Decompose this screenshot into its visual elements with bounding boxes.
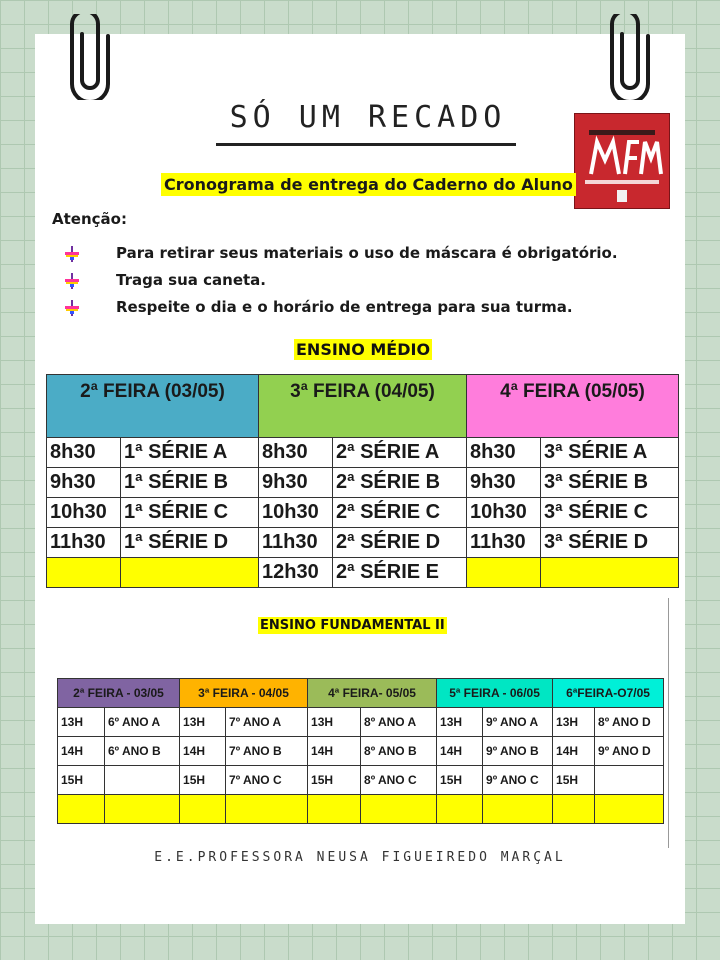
day-header: 4ª FEIRA (05/05) xyxy=(467,375,679,438)
class-cell: 1ª SÉRIE C xyxy=(121,498,259,528)
time-cell: 10h30 xyxy=(259,498,333,528)
class-cell: 8º ANO C xyxy=(361,766,437,795)
time-cell xyxy=(180,795,226,824)
day-header: 6ªFEIRA-O7/05 xyxy=(553,679,664,708)
time-cell: 11h30 xyxy=(47,528,121,558)
table-row xyxy=(47,498,679,528)
time-cell xyxy=(47,558,121,588)
class-cell: 3ª SÉRIE B xyxy=(541,468,679,498)
class-cell: 3ª SÉRIE D xyxy=(541,528,679,558)
pin-bullet-icon xyxy=(64,273,80,289)
class-cell: 6º ANO B xyxy=(105,737,180,766)
notice-text: Respeite o dia e o horário de entrega para sua turma. xyxy=(116,298,573,316)
class-cell: 2ª SÉRIE D xyxy=(333,528,467,558)
list-item xyxy=(64,271,618,298)
notice-list xyxy=(64,244,618,325)
class-cell xyxy=(595,766,664,795)
time-cell: 10h30 xyxy=(47,498,121,528)
day-header: 4ª FEIRA- 05/05 xyxy=(308,679,437,708)
class-cell: 9º ANO D xyxy=(595,737,664,766)
time-cell: 15H xyxy=(180,766,226,795)
table-row xyxy=(58,708,664,737)
ensino-medio-title: ENSINO MÉDIO xyxy=(296,340,431,359)
class-cell: 3ª SÉRIE A xyxy=(541,438,679,468)
table-row xyxy=(58,795,664,824)
class-cell: 2ª SÉRIE A xyxy=(333,438,467,468)
class-cell xyxy=(541,558,679,588)
title-underline xyxy=(216,143,516,146)
class-cell: 9º ANO C xyxy=(483,766,553,795)
class-cell: 7º ANO C xyxy=(226,766,308,795)
day-header: 3ª FEIRA - 04/05 xyxy=(180,679,308,708)
paperclip-icon xyxy=(608,14,652,100)
time-cell: 9h30 xyxy=(47,468,121,498)
time-cell: 15H xyxy=(58,766,105,795)
class-cell: 8º ANO A xyxy=(361,708,437,737)
schedule-subtitle: Cronograma de entrega do Caderno do Aluno xyxy=(161,173,576,196)
list-item xyxy=(64,244,618,271)
notice-text: Para retirar seus materiais o uso de máscara é obrigatório. xyxy=(116,244,618,262)
attention-label: Atenção: xyxy=(52,210,127,228)
time-cell xyxy=(553,795,595,824)
divider xyxy=(668,598,669,848)
table-row xyxy=(58,737,664,766)
class-cell: 1ª SÉRIE A xyxy=(121,438,259,468)
list-item xyxy=(64,298,618,325)
paperclip-icon xyxy=(68,14,112,100)
day-header: 2ª FEIRA - 03/05 xyxy=(58,679,180,708)
time-cell: 13H xyxy=(553,708,595,737)
class-cell: 1ª SÉRIE B xyxy=(121,468,259,498)
time-cell: 14H xyxy=(553,737,595,766)
day-header: 3ª FEIRA (04/05) xyxy=(259,375,467,438)
pin-bullet-icon xyxy=(64,300,80,316)
page-title: SÓ UM RECADO xyxy=(229,100,507,135)
ensino-fundamental-title: ENSINO FUNDAMENTAL II xyxy=(260,618,445,633)
time-cell: 15H xyxy=(308,766,361,795)
time-cell: 11h30 xyxy=(467,528,541,558)
time-cell: 15H xyxy=(437,766,483,795)
time-cell: 12h30 xyxy=(259,558,333,588)
time-cell: 8h30 xyxy=(47,438,121,468)
class-cell xyxy=(361,795,437,824)
table-header-row xyxy=(58,679,664,708)
time-cell: 14H xyxy=(308,737,361,766)
time-cell: 9h30 xyxy=(467,468,541,498)
class-cell xyxy=(121,558,259,588)
notice-text: Traga sua caneta. xyxy=(116,271,266,289)
time-cell xyxy=(467,558,541,588)
table-row xyxy=(47,468,679,498)
class-cell: 2ª SÉRIE C xyxy=(333,498,467,528)
school-logo xyxy=(574,113,670,209)
class-cell: 9º ANO A xyxy=(483,708,553,737)
day-header: 5ª FEIRA - 06/05 xyxy=(437,679,553,708)
table-row xyxy=(47,528,679,558)
ensino-fundamental-table xyxy=(57,678,664,824)
class-cell: 9º ANO B xyxy=(483,737,553,766)
time-cell: 14H xyxy=(180,737,226,766)
class-cell: 1ª SÉRIE D xyxy=(121,528,259,558)
day-header: 2ª FEIRA (03/05) xyxy=(47,375,259,438)
time-cell: 13H xyxy=(308,708,361,737)
time-cell: 13H xyxy=(437,708,483,737)
class-cell xyxy=(483,795,553,824)
time-cell: 14H xyxy=(58,737,105,766)
class-cell: 2ª SÉRIE E xyxy=(333,558,467,588)
time-cell: 10h30 xyxy=(467,498,541,528)
table-header-row xyxy=(47,375,679,438)
time-cell xyxy=(58,795,105,824)
time-cell: 15H xyxy=(553,766,595,795)
class-cell xyxy=(105,795,180,824)
class-cell xyxy=(595,795,664,824)
class-cell: 7º ANO B xyxy=(226,737,308,766)
class-cell xyxy=(105,766,180,795)
school-name-footer: E.E.PROFESSORA NEUSA FIGUEIREDO MARÇAL xyxy=(154,850,566,865)
class-cell: 8º ANO B xyxy=(361,737,437,766)
time-cell: 9h30 xyxy=(259,468,333,498)
time-cell xyxy=(437,795,483,824)
class-cell: 3ª SÉRIE C xyxy=(541,498,679,528)
class-cell xyxy=(226,795,308,824)
class-cell: 8º ANO D xyxy=(595,708,664,737)
time-cell: 11h30 xyxy=(259,528,333,558)
table-row xyxy=(58,766,664,795)
time-cell: 14H xyxy=(437,737,483,766)
class-cell: 2ª SÉRIE B xyxy=(333,468,467,498)
class-cell: 7º ANO A xyxy=(226,708,308,737)
time-cell: 8h30 xyxy=(259,438,333,468)
pin-bullet-icon xyxy=(64,246,80,262)
table-row xyxy=(47,438,679,468)
time-cell: 13H xyxy=(58,708,105,737)
time-cell xyxy=(308,795,361,824)
time-cell: 8h30 xyxy=(467,438,541,468)
table-row xyxy=(47,558,679,588)
ensino-medio-table xyxy=(46,374,679,588)
class-cell: 6º ANO A xyxy=(105,708,180,737)
time-cell: 13H xyxy=(180,708,226,737)
